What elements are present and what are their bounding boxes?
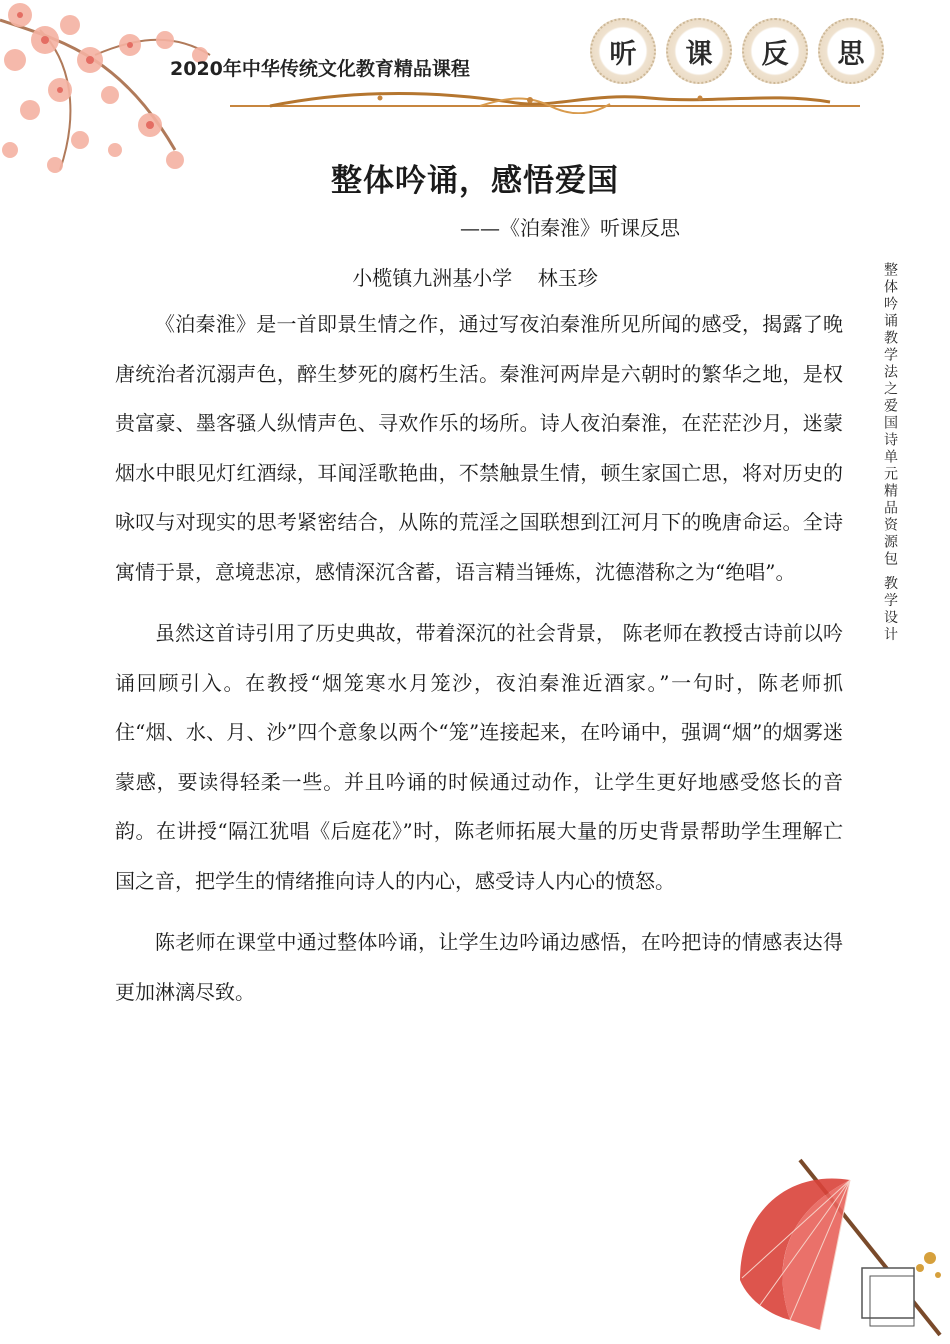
article-body (115, 300, 843, 1029)
stamp-fan: 反 (742, 18, 808, 84)
article-author: 小榄镇九洲基小学 林玉珍 (352, 266, 598, 290)
course-title: 2020年中华传统文化教育精品课程 (170, 58, 470, 80)
paragraph-2: 虽然这首诗引用了历史典故，带着深沉的社会背景， 陈老师在教授古诗前以吟诵回顾引入。在教授“烟笼寒水月笼沙，夜泊秦淮近酒家。”一句时，陈老师抓住“烟、水、月、沙”四个意象以两个“笼”连接起来，在吟诵中，强调“烟”的烟雾迷蒙感，要读得轻柔一些。并且吟诵的时候通过动作，让学生更好地感受悠长的音韵。在讲授“隔江犹唱《后庭花》”时，陈老师拓展大量的历史背景帮助学生理解亡国之音，把学生的情绪推向诗人的内心，感受诗人内心的愤怒。 (115, 621, 843, 893)
header-stamps (590, 18, 884, 84)
paragraph-3: 陈老师在课堂中通过整体吟诵，让学生边吟诵边感悟，在吟把诗的情感表达得更加淋漓尽致。 (115, 930, 843, 1004)
umbrella-decoration (730, 1150, 950, 1344)
ornamental-divider (230, 88, 860, 114)
paragraph-1: 《泊秦淮》是一首即景生情之作，通过写夜泊秦淮所见所闻的感受，揭露了晚唐统治者沉溺声色，醉生梦死的腐朽生活。秦淮河两岸是六朝时的繁华之地，是权贵富豪、墨客骚人纵情声色、寻欢作乐的场所。诗人夜泊秦淮，在茫茫沙月，迷蒙烟水中眼见灯红酒绿，耳闻淫歌艳曲，不禁触景生情，顿生家国亡思，将对历史的咏叹与对现实的思考紧密结合，从陈的荒淫之国联想到江河月下的晚唐命运。全诗寓情于景，意境悲凉，感情深沉含蓄，语言精当锤炼，沈德潜称之为“绝唱”。 (115, 312, 843, 584)
side-note-vertical: 整体吟诵教学法之爱国诗单元精品资源包 教学设计 (882, 262, 898, 644)
stamp-ke: 课 (666, 18, 732, 84)
article-title: 整体吟诵，感悟爱国 (331, 163, 619, 199)
stamp-ting: 听 (590, 18, 656, 84)
stamp-si: 思 (818, 18, 884, 84)
article-subtitle: ——《泊秦淮》听课反思 (460, 216, 680, 240)
